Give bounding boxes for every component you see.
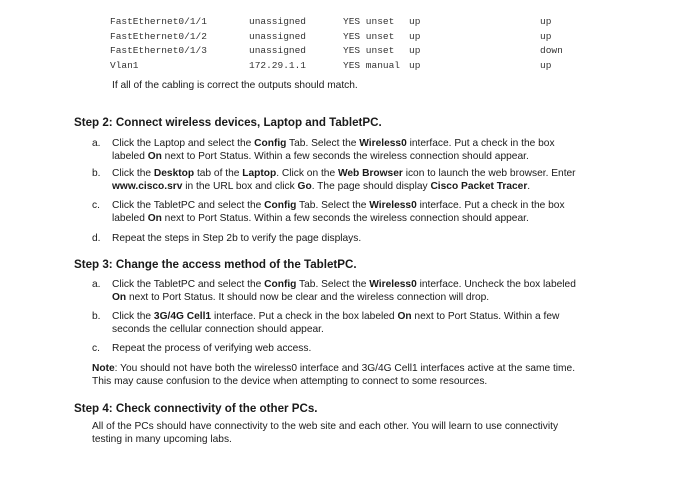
ok-method: YES unset <box>343 16 395 27</box>
text-line: labeled On next to Port Status. Within a few seconds the wireless connection should appear. <box>112 150 529 162</box>
step3-heading: Step 3: Change the access method of the TabletPC. <box>74 258 357 271</box>
text-line: www.cisco.srv in the URL box and click Go. The page should display Cisco Packet Tracer. <box>112 180 531 192</box>
list-item-label: a. <box>92 138 101 149</box>
text-line: testing in many upcoming labs. <box>92 433 232 445</box>
list-item-label: a. <box>92 279 101 290</box>
ok-method: YES unset <box>343 30 395 42</box>
list-item-label: c. <box>92 200 100 211</box>
text-line: Click the TabletPC and select the Config Tab. Select the Wireless0 interface. Uncheck the box labeled <box>112 279 576 290</box>
text-line: Note: You should not have both the wireless0 interface and 3G/4G Cell1 interfaces active at the same time. <box>92 363 576 374</box>
protocol-status: up <box>540 16 552 27</box>
interface-status: up <box>409 30 421 42</box>
ip-address: unassigned <box>249 30 307 42</box>
note-paragraph <box>92 363 632 388</box>
ok-method: YES unset <box>343 45 395 56</box>
text-line: Repeat the steps in Step 2b to verify the page displays. <box>112 233 362 244</box>
note-label: Note <box>92 363 115 374</box>
interface-status: up <box>409 16 421 27</box>
text-line: Click the 3G/4G Cell1 interface. Put a check in the box labeled On next to Port Status. Within a few <box>112 311 560 322</box>
list-item-text <box>112 311 642 336</box>
text-line: On next to Port Status. It should now be clear and the wireless connection will drop. <box>112 291 490 303</box>
text-line: labeled On next to Port Status. Within a few seconds the wireless connection should appear. <box>112 212 529 224</box>
interface-name: Vlan1 <box>110 59 139 71</box>
text-line: All of the PCs should have connectivity to the web site and each other. You will learn to use connectivity <box>92 421 559 432</box>
list-item-text <box>112 168 642 193</box>
interface-status: up <box>409 59 421 71</box>
protocol-status: up <box>540 30 552 42</box>
list-item-text <box>112 200 642 225</box>
step2-heading: Step 2: Connect wireless devices, Laptop and TabletPC. <box>74 116 382 129</box>
text-line: Click the Desktop tab of the Laptop. Click on the Web Browser icon to launch the web browser. Enter <box>112 168 576 179</box>
protocol-status: down <box>540 45 563 56</box>
step4-paragraph <box>92 421 632 446</box>
list-item-label: c. <box>92 343 100 354</box>
interface-status: up <box>409 45 421 56</box>
text-line: Click the TabletPC and select the Config Tab. Select the Wireless0 interface. Put a check in the box <box>112 200 565 211</box>
interface-name: FastEthernet0/1/3 <box>110 45 207 56</box>
ok-method: YES manual <box>343 59 401 71</box>
ip-address: 172.29.1.1 <box>249 59 307 71</box>
step4-heading: Step 4: Check connectivity of the other PCs. <box>74 402 318 415</box>
ip-address: unassigned <box>249 45 307 56</box>
list-item-text <box>112 233 642 246</box>
list-item-text <box>112 138 642 163</box>
interface-name: FastEthernet0/1/2 <box>110 30 207 42</box>
list-item-label: d. <box>92 233 101 244</box>
list-item-label: b. <box>92 168 101 179</box>
interface-name: FastEthernet0/1/1 <box>110 16 207 27</box>
text-line: seconds the cellular connection should appear. <box>112 323 324 335</box>
list-item-text <box>112 279 642 304</box>
ip-address: unassigned <box>249 16 307 27</box>
list-item-text <box>112 343 642 356</box>
text-line: This may cause confusion to the device when attempting to connect to some resources. <box>92 375 488 387</box>
text-line: Repeat the process of verifying web access. <box>112 343 312 354</box>
text-line: Click the Laptop and select the Config Tab. Select the Wireless0 interface. Put a check in the box <box>112 138 555 149</box>
list-item-label: b. <box>92 311 101 322</box>
protocol-status: up <box>540 59 552 71</box>
cabling-note: If all of the cabling is correct the outputs should match. <box>112 80 358 91</box>
